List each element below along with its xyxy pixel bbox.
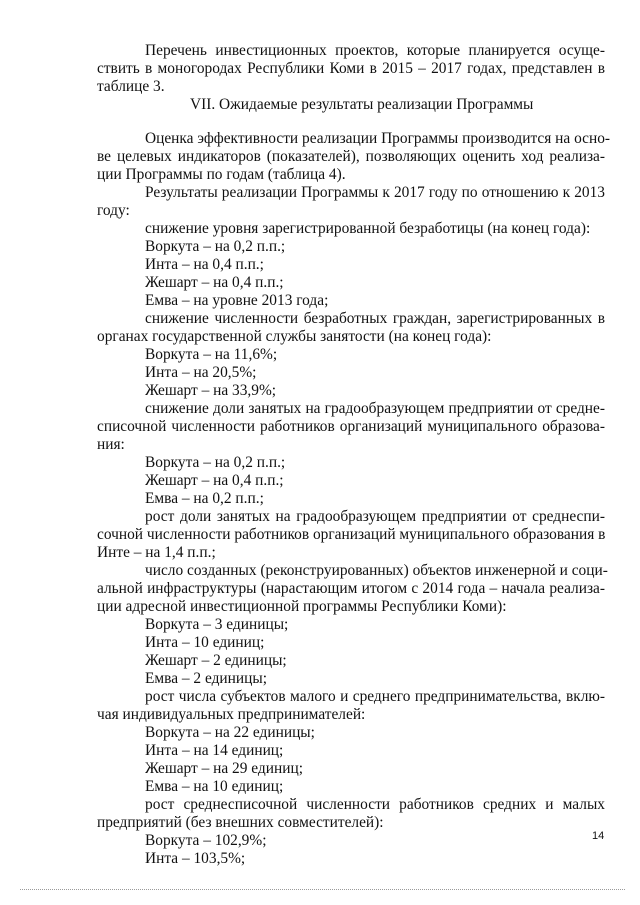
list-item: Емва – на 10 единиц; xyxy=(145,778,284,795)
list-item: Воркута – на 0,2 п.п.; xyxy=(145,454,286,471)
text-line: снижение уровня зарегистрированной безработицы (на конец года): xyxy=(145,220,591,237)
list-item: Жешарт – на 0,4 п.п.; xyxy=(145,472,284,489)
list-item: Жешарт – на 29 единиц; xyxy=(145,760,303,777)
text-line: снижение доли занятых на градообразующем предприятии от средне- xyxy=(145,400,605,417)
text-line: ния: xyxy=(97,436,125,453)
text-line: предприятий (без внешних совместителей): xyxy=(97,814,384,831)
list-item: Емва – на уровне 2013 года; xyxy=(145,292,329,309)
list-item: Жешарт – на 33,9%; xyxy=(145,382,277,399)
list-item: Инта – на 20,5%; xyxy=(145,364,257,381)
text-line: Перечень инвестиционных проектов, которые планируется осуще- xyxy=(145,42,605,59)
list-item: Воркута – 3 единицы; xyxy=(145,616,289,633)
text-line: ции адресной инвестиционной программы Республики Коми): xyxy=(97,598,507,615)
text-line: число созданных (реконструированных) объектов инженерной и соци- xyxy=(145,562,608,579)
list-item: Жешарт – 2 единицы; xyxy=(145,652,287,669)
text-line: рост доли занятых на градообразующем предприятии от среднеспи- xyxy=(145,508,605,525)
text-line: рост числа субъектов малого и среднего предпринимательства, вклю- xyxy=(145,688,605,705)
list-item: Емва – на 0,2 п.п.; xyxy=(145,490,264,507)
text-line: ве целевых индикаторов (показателей), позволяющих оценить ход реализа- xyxy=(97,148,605,165)
text-line: ции Программы по годам (таблица 4). xyxy=(97,166,346,183)
text-line: чая индивидуальных предпринимателей: xyxy=(97,706,366,723)
list-item: Воркута – на 11,6%; xyxy=(145,346,278,363)
text-line: Оценка эффективности реализации Программы производится на осно- xyxy=(145,130,611,147)
list-item: Воркута – на 22 единицы; xyxy=(145,724,315,741)
text-line: таблице 3. xyxy=(97,78,165,95)
text-line: органах государственной службы занятости (на конец года): xyxy=(97,328,492,345)
text-line: году: xyxy=(97,202,130,219)
page-number: 14 xyxy=(592,830,605,842)
scan-edge-divider xyxy=(20,889,625,890)
section-heading: VII. Ожидаемые результаты реализации Программы xyxy=(190,96,534,113)
text-line: снижение численности безработных граждан, зарегистрированных в xyxy=(145,310,605,327)
text-line: ствить в моногородах Республики Коми в 2015 – 2017 годах, представлен в xyxy=(97,60,605,77)
list-item: Воркута – на 0,2 п.п.; xyxy=(145,238,286,255)
list-item: Емва – 2 единицы; xyxy=(145,670,267,687)
text-line: Результаты реализации Программы к 2017 году по отношению к 2013 xyxy=(145,184,605,201)
text-line: рост среднесписочной численности работников средних и малых xyxy=(145,796,605,813)
text-line: Инте – на 1,4 п.п.; xyxy=(97,544,216,561)
text-line: альной инфраструктуры (нарастающим итогом с 2014 года – начала реализа- xyxy=(97,580,605,597)
text-line: списочной численности работников организаций муниципального образова- xyxy=(97,418,605,435)
list-item: Инта – на 14 единиц; xyxy=(145,742,284,759)
list-item: Инта – 103,5%; xyxy=(145,850,246,867)
list-item: Жешарт – на 0,4 п.п.; xyxy=(145,274,284,291)
list-item: Инта – на 0,4 п.п.; xyxy=(145,256,264,273)
list-item: Инта – 10 единиц; xyxy=(145,634,265,651)
text-line: сочной численности работников организаций муниципального образования в xyxy=(97,526,606,543)
list-item: Воркута – 102,9%; xyxy=(145,832,267,849)
